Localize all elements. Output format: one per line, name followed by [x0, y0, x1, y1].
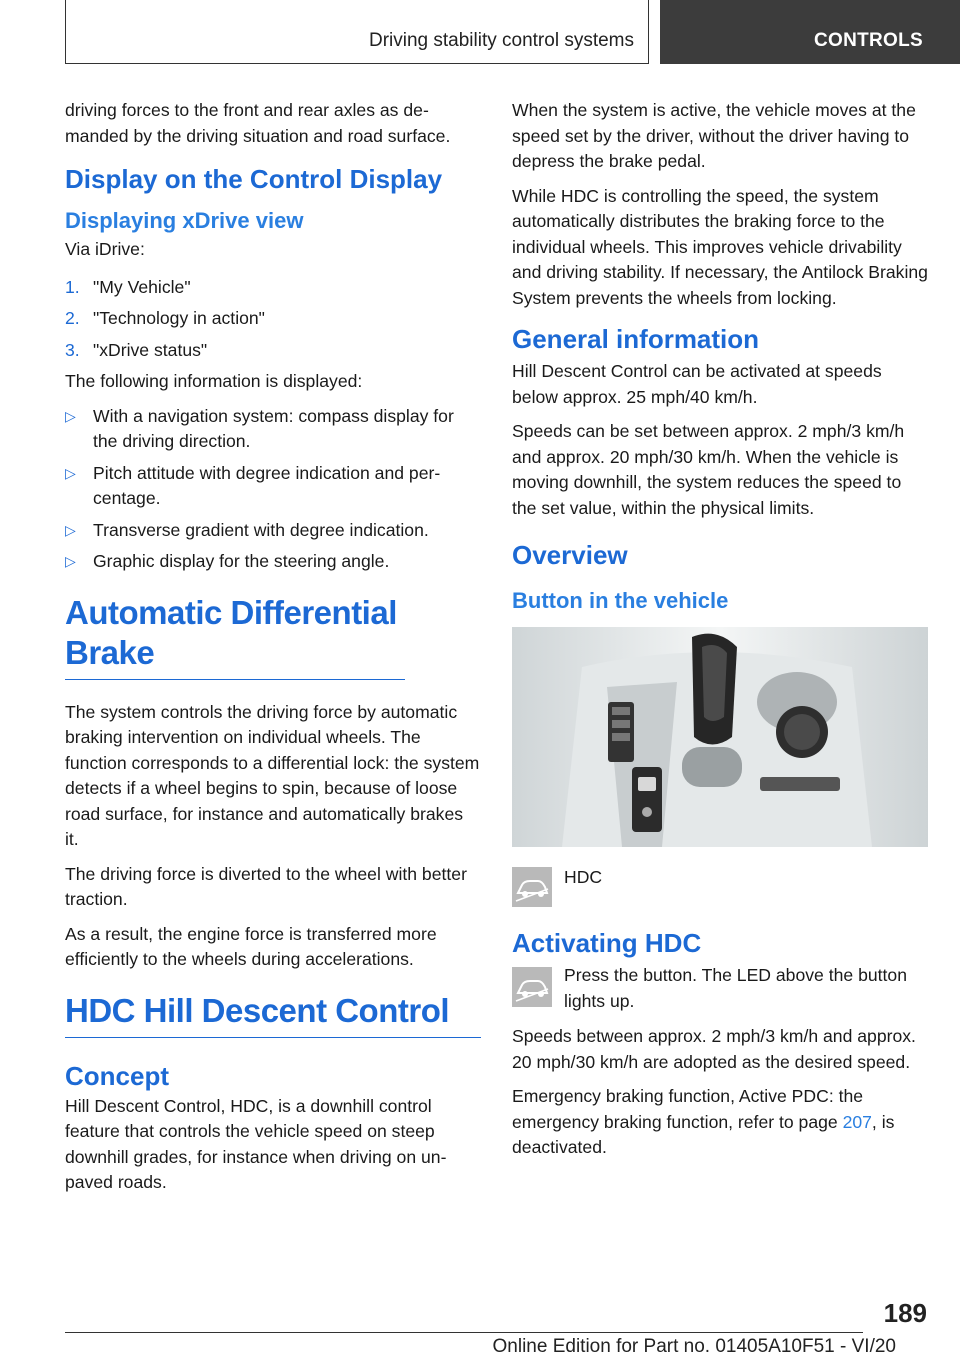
footer-divider	[65, 1332, 863, 1333]
activating-text-2: Speeds between approx. 2 mph/3 km/h and approx. 20 mph/30 km/h are adopted as the desired speed.	[512, 1026, 916, 1072]
adb-paragraph-2: The driving force is diverted to the wheel with better traction.	[65, 863, 467, 909]
general-info-1: Hill Descent Control can be activated at speeds below approx. 25 mph/40 km/h.	[512, 361, 882, 407]
concept-text: Hill Descent Control, HDC, is a downhill control feature that controls the vehicle speed on steep downhill grades, for instance when driving on unpaved roads.	[65, 1095, 447, 1192]
triangle-bullet-icon: ▷	[65, 407, 76, 424]
adb-paragraph-1: The system controls the driving force by automatic braking intervention on individual wheels. The function corresponds to a differential lock: the system detects if a wheel begins to spin, because of loose road surface, for instance and automatically brakes it.	[65, 701, 480, 849]
intro-text: driving forces to the front and rear axles as demanded by the driving situation and road surface.	[65, 100, 451, 146]
heading-xdrive-view: Displaying xDrive view	[65, 208, 304, 233]
heading-hdc: HDC Hill Descent Control	[65, 991, 481, 1038]
hdc-button-icon	[512, 867, 552, 907]
list-item: ▷ With a navigation system: compass display for the driving direction.	[65, 405, 454, 451]
center-console-photo	[512, 627, 928, 847]
list-item: ▷ Graphic display for the steering angle.	[65, 549, 481, 575]
left-column	[65, 98, 481, 1205]
page-number: 189	[883, 1298, 927, 1328]
heading-control-display: Display on the Control Display	[65, 164, 443, 194]
hdc-icon-row	[512, 863, 928, 903]
center-console-image	[512, 627, 928, 847]
chapter-tab-label: CONTROLS	[814, 30, 924, 51]
triangle-bullet-icon: ▷	[65, 553, 76, 569]
hdc-icon-label: HDC	[564, 867, 603, 887]
hdc-button-icon	[512, 967, 552, 1007]
heading-button-in-vehicle: Button in the vehicle	[512, 588, 729, 613]
adb-paragraph-3: As a result, the engine force is transferred more efficiently to the wheels during accelerations.	[65, 923, 437, 969]
right-column	[512, 98, 928, 1170]
chapter-tab[interactable]	[660, 0, 960, 64]
via-idrive: Via iDrive:	[65, 239, 145, 259]
heading-automatic-differential-brake: Automatic Differential Brake	[65, 593, 405, 680]
heading-overview: Overview	[512, 540, 628, 570]
list-item: ▷ Transverse gradient with degree indication.	[65, 518, 481, 544]
page-reference-link[interactable]: 207	[842, 1111, 872, 1132]
info-intro: The following information is displayed:	[65, 371, 363, 391]
steps-list	[65, 275, 481, 364]
hdc-braking-text: While HDC is controlling the speed, the system automatically distributes the braking force to the individual wheels. This improves vehicle drivability and driving stability. If necessary, the Antilock Braking System prevents the wheels from locking.	[512, 185, 928, 308]
section-title: Driving stability control systems	[368, 30, 634, 51]
triangle-bullet-icon: ▷	[65, 464, 76, 481]
activating-text-3: Emergency braking function, Active PDC: the emergency braking function, refer to page 207, is deactivated.	[512, 1086, 895, 1157]
edition-note: Online Edition for Part no. 01405A10F51 - VI/20	[492, 1336, 896, 1357]
heading-activating-hdc: Activating HDC	[512, 928, 702, 958]
list-item: ▷ Pitch attitude with degree indication and percentage.	[65, 462, 441, 508]
activating-text-1: Press the button. The LED above the button lights up.	[564, 965, 907, 1011]
triangle-bullet-icon: ▷	[65, 521, 76, 538]
list-item: 3. "xDrive status"	[65, 339, 208, 360]
hdc-active-text: When the system is active, the vehicle moves at the speed set by the driver, without the driver having to depress the brake pedal.	[512, 100, 916, 171]
activating-icon-row	[512, 963, 928, 1014]
heading-concept: Concept	[65, 1060, 169, 1091]
bullet-list	[65, 404, 481, 575]
page-header	[0, 0, 960, 66]
list-item: 1. "My Vehicle"	[65, 276, 191, 297]
list-item: 2. "Technology in action"	[65, 308, 265, 328]
general-info-2: Speeds can be set between approx. 2 mph/3 km/h and approx. 20 mph/30 km/h. When the vehicle is moving downhill, the system reduces the speed to the set value, within the physical limits.	[512, 421, 905, 518]
heading-general-information: General information	[512, 324, 760, 354]
